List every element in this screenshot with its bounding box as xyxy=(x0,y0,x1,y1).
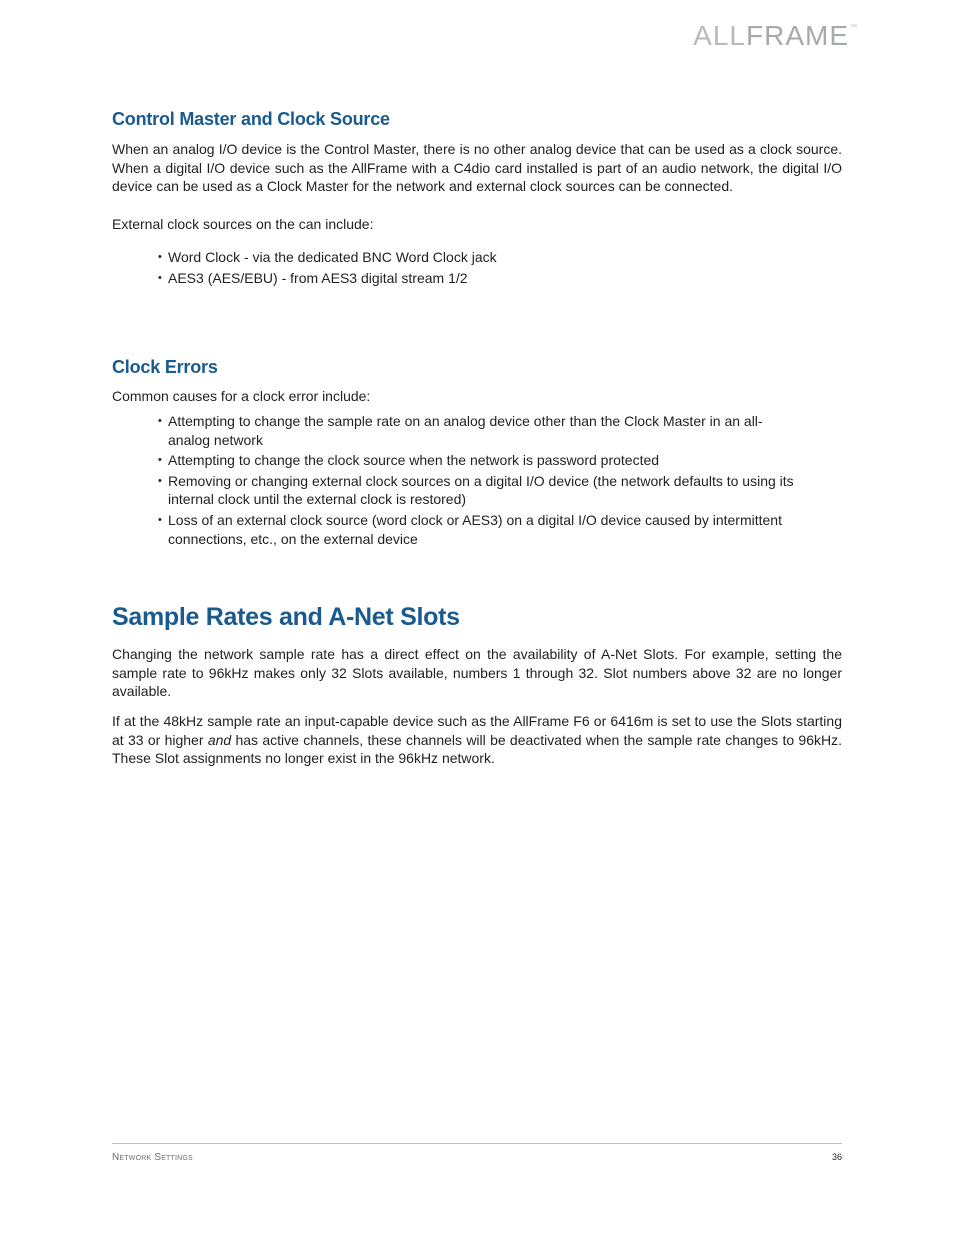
list-item: • Attempting to change the sample rate on an analog device other than the Clock Master in an all-analog network xyxy=(158,412,798,449)
list-item: • Attempting to change the clock source when the network is password protected xyxy=(158,451,798,470)
heading-sample-rates: Sample Rates and A-Net Slots xyxy=(112,603,460,631)
paragraph-2-end: has active channels, these channels will be deactivated when the sample rate changes to 96kHz. These Slot assignments no longer exist in the 96kHz network. xyxy=(112,731,842,767)
page-number: 36 xyxy=(831,1152,842,1162)
list-item: • Removing or changing external clock sources on a digital I/O device (the network defaults to using its internal clock until the external clock is restored) xyxy=(158,472,798,509)
paragraph-2-start: If at the 48kHz sample rate an input-capable device such as the AllFrame F6 or 6416m is set to use the Slots starting at 33 or higher xyxy=(112,713,842,748)
paragraph-sample-rates-1: Changing the network sample rate has a direct effect on the availability of A-Net Slots. For example, setting the sample rate to 96kHz makes only 32 Slots available, numbers 1 through 32. Slot numbers above 32 are no longer available. xyxy=(112,646,842,700)
external-sources-intro: External clock sources on the can include: xyxy=(112,216,374,232)
footer-section-label: Network Settings xyxy=(112,1152,193,1163)
logo-prefix: ALL xyxy=(693,20,746,51)
logo-suffix: FRAME xyxy=(746,20,849,51)
list-item: • Word Clock - via the dedicated BNC Word Clock jack xyxy=(158,248,798,267)
paragraph-sample-rates-2 xyxy=(112,712,842,768)
heading-clock-errors: Clock Errors xyxy=(112,357,218,377)
clock-errors-list xyxy=(158,412,798,550)
list-item: • AES3 (AES/EBU) - from AES3 digital stream 1/2 xyxy=(158,269,798,288)
heading-control-master: Control Master and Clock Source xyxy=(112,109,390,129)
paragraph-2-emphasis: and xyxy=(207,731,232,748)
allframe-logo xyxy=(693,22,858,50)
footer-divider xyxy=(112,1143,842,1144)
paragraph-control-master: When an analog I/O device is the Control Master, there is no other analog device that can be used as a clock source. When a digital I/O device such as the AllFrame with a C4dio card installed is part of an audio network, the digital I/O device can be used as a Clock Master for the network and external clock sources can be connected. xyxy=(112,141,842,195)
list-item: • Loss of an external clock source (word clock or AES3) on a digital I/O device caused by intermittent connections, etc., on the external device xyxy=(158,511,798,548)
logo-trademark: ™ xyxy=(850,24,858,31)
external-sources-list xyxy=(158,248,798,289)
clock-errors-intro: Common causes for a clock error include: xyxy=(112,388,371,404)
